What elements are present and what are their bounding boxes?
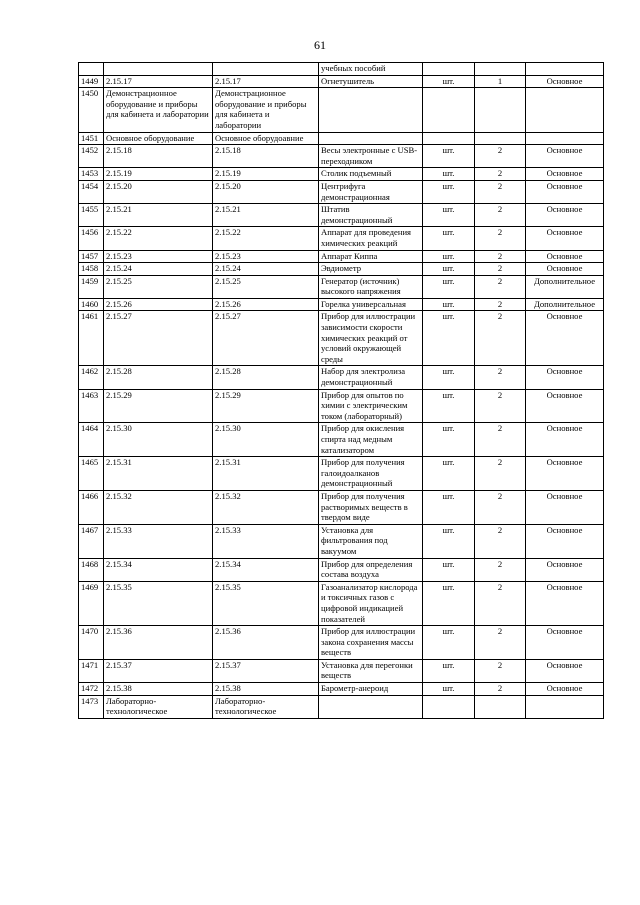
unit-cell: шт. — [423, 659, 475, 682]
code-cell: 2.15.32 — [104, 490, 213, 524]
quantity-cell: 2 — [475, 389, 526, 423]
quantity-cell: 2 — [475, 204, 526, 227]
quantity-cell: 2 — [475, 659, 526, 682]
name-cell: учебных пособий — [319, 63, 423, 76]
table-row — [79, 659, 604, 682]
code-cell: 2.15.34 — [104, 558, 213, 581]
row-number-cell: 1449 — [79, 75, 104, 88]
unit-cell — [423, 88, 475, 132]
code-cell-2: 2.15.22 — [213, 227, 319, 250]
code-cell: 2.15.29 — [104, 389, 213, 423]
type-cell: Дополнительное — [526, 298, 604, 311]
row-number-cell: 1458 — [79, 263, 104, 276]
quantity-cell: 2 — [475, 180, 526, 203]
name-cell — [319, 88, 423, 132]
row-number-cell: 1467 — [79, 524, 104, 558]
type-cell: Основное — [526, 180, 604, 203]
quantity-cell — [475, 695, 526, 718]
code-cell-2: 2.15.32 — [213, 490, 319, 524]
type-cell: Основное — [526, 145, 604, 168]
unit-cell: шт. — [423, 204, 475, 227]
quantity-cell: 2 — [475, 298, 526, 311]
name-cell: Весы электронные с USB-переходником — [319, 145, 423, 168]
quantity-cell: 2 — [475, 457, 526, 491]
code-cell-2: Лабораторно-технологическое — [213, 695, 319, 718]
name-cell: Столик подъемный — [319, 168, 423, 181]
code-cell: 2.15.30 — [104, 423, 213, 457]
table-row — [79, 457, 604, 491]
quantity-cell: 2 — [475, 626, 526, 660]
unit-cell: шт. — [423, 581, 475, 625]
name-cell: Установка для перегонки веществ — [319, 659, 423, 682]
quantity-cell: 2 — [475, 558, 526, 581]
table-row — [79, 263, 604, 276]
code-cell-2: 2.15.19 — [213, 168, 319, 181]
table-row — [79, 626, 604, 660]
name-cell: Центрифуга демонстрационная — [319, 180, 423, 203]
code-cell: 2.15.28 — [104, 366, 213, 389]
quantity-cell — [475, 63, 526, 76]
table-row — [79, 683, 604, 696]
code-cell-2: 2.15.36 — [213, 626, 319, 660]
unit-cell: шт. — [423, 524, 475, 558]
name-cell: Аппарат Киппа — [319, 250, 423, 263]
code-cell-2 — [213, 63, 319, 76]
code-cell: 2.15.23 — [104, 250, 213, 263]
row-number-cell: 1455 — [79, 204, 104, 227]
type-cell: Основное — [526, 204, 604, 227]
quantity-cell: 2 — [475, 263, 526, 276]
table-row — [79, 695, 604, 718]
code-cell-2: 2.15.17 — [213, 75, 319, 88]
code-cell-2: 2.15.24 — [213, 263, 319, 276]
code-cell: 2.15.33 — [104, 524, 213, 558]
quantity-cell: 2 — [475, 250, 526, 263]
quantity-cell — [475, 132, 526, 145]
code-cell-2: 2.15.29 — [213, 389, 319, 423]
code-cell-2: 2.15.20 — [213, 180, 319, 203]
unit-cell: шт. — [423, 683, 475, 696]
page-number: 61 — [314, 38, 326, 52]
type-cell: Основное — [526, 558, 604, 581]
unit-cell: шт. — [423, 558, 475, 581]
name-cell: Прибор для опытов по химии с электрическим током (лабораторный) — [319, 389, 423, 423]
code-cell: 2.15.18 — [104, 145, 213, 168]
type-cell — [526, 132, 604, 145]
unit-cell: шт. — [423, 168, 475, 181]
type-cell — [526, 88, 604, 132]
type-cell: Основное — [526, 311, 604, 366]
code-cell: 2.15.37 — [104, 659, 213, 682]
code-cell: Лабораторно-технологическое — [104, 695, 213, 718]
table-row — [79, 366, 604, 389]
table-row — [79, 88, 604, 132]
row-number-cell: 1466 — [79, 490, 104, 524]
type-cell: Основное — [526, 75, 604, 88]
code-cell-2: Демонстрационное оборудование и приборы для кабинета и лаборатории — [213, 88, 319, 132]
code-cell-2: 2.15.33 — [213, 524, 319, 558]
row-number-cell: 1461 — [79, 311, 104, 366]
table-row — [79, 250, 604, 263]
unit-cell: шт. — [423, 180, 475, 203]
table-row — [79, 227, 604, 250]
table-row — [79, 75, 604, 88]
type-cell: Основное — [526, 457, 604, 491]
table-row — [79, 298, 604, 311]
table-row — [79, 389, 604, 423]
name-cell — [319, 132, 423, 145]
name-cell: Газоанализатор кислорода и токсичных газов с цифровой индикацией показателей — [319, 581, 423, 625]
name-cell: Барометр-анероид — [319, 683, 423, 696]
code-cell-2: 2.15.35 — [213, 581, 319, 625]
quantity-cell: 2 — [475, 490, 526, 524]
type-cell: Основное — [526, 581, 604, 625]
code-cell-2: 2.15.27 — [213, 311, 319, 366]
quantity-cell: 2 — [475, 168, 526, 181]
name-cell: Аппарат для проведения химических реакций — [319, 227, 423, 250]
name-cell: Набор для электролиза демонстрационный — [319, 366, 423, 389]
code-cell: 2.15.22 — [104, 227, 213, 250]
name-cell: Горелка универсальная — [319, 298, 423, 311]
code-cell: Демонстрационное оборудование и приборы для кабинета и лаборатории — [104, 88, 213, 132]
quantity-cell: 2 — [475, 683, 526, 696]
code-cell-2: 2.15.30 — [213, 423, 319, 457]
row-number-cell: 1464 — [79, 423, 104, 457]
table-row — [79, 275, 604, 298]
unit-cell — [423, 695, 475, 718]
type-cell: Основное — [526, 423, 604, 457]
row-number-cell: 1450 — [79, 88, 104, 132]
code-cell: 2.15.17 — [104, 75, 213, 88]
unit-cell: шт. — [423, 389, 475, 423]
row-number-cell: 1460 — [79, 298, 104, 311]
code-cell: 2.15.19 — [104, 168, 213, 181]
code-cell: Основное оборудование — [104, 132, 213, 145]
name-cell: Установка для фильтрования под вакуумом — [319, 524, 423, 558]
name-cell: Прибор для получения галоидоалканов демонстрационный — [319, 457, 423, 491]
code-cell-2: 2.15.37 — [213, 659, 319, 682]
type-cell: Основное — [526, 683, 604, 696]
quantity-cell: 2 — [475, 423, 526, 457]
name-cell: Прибор для определения состава воздуха — [319, 558, 423, 581]
row-number-cell: 1452 — [79, 145, 104, 168]
type-cell: Основное — [526, 168, 604, 181]
name-cell: Прибор для получения растворимых веществ в твердом виде — [319, 490, 423, 524]
code-cell-2: 2.15.38 — [213, 683, 319, 696]
type-cell: Основное — [526, 250, 604, 263]
unit-cell: шт. — [423, 275, 475, 298]
name-cell: Генератор (источник) высокого напряжения — [319, 275, 423, 298]
quantity-cell: 1 — [475, 75, 526, 88]
row-number-cell: 1473 — [79, 695, 104, 718]
code-cell: 2.15.36 — [104, 626, 213, 660]
row-number-cell: 1454 — [79, 180, 104, 203]
unit-cell: шт. — [423, 250, 475, 263]
quantity-cell: 2 — [475, 366, 526, 389]
unit-cell: шт. — [423, 298, 475, 311]
code-cell: 2.15.35 — [104, 581, 213, 625]
code-cell-2: 2.15.23 — [213, 250, 319, 263]
quantity-cell: 2 — [475, 275, 526, 298]
table-row — [79, 204, 604, 227]
table-row — [79, 63, 604, 76]
row-number-cell: 1463 — [79, 389, 104, 423]
equipment-table — [78, 62, 604, 719]
type-cell: Основное — [526, 263, 604, 276]
unit-cell: шт. — [423, 145, 475, 168]
type-cell: Дополнительное — [526, 275, 604, 298]
type-cell: Основное — [526, 227, 604, 250]
table-row — [79, 558, 604, 581]
code-cell-2: 2.15.25 — [213, 275, 319, 298]
type-cell: Основное — [526, 389, 604, 423]
name-cell — [319, 695, 423, 718]
row-number-cell: 1472 — [79, 683, 104, 696]
unit-cell — [423, 63, 475, 76]
unit-cell: шт. — [423, 457, 475, 491]
row-number-cell: 1462 — [79, 366, 104, 389]
table-row — [79, 145, 604, 168]
code-cell: 2.15.25 — [104, 275, 213, 298]
unit-cell: шт. — [423, 626, 475, 660]
table-row — [79, 490, 604, 524]
name-cell: Прибор для окисления спирта над медным катализатором — [319, 423, 423, 457]
unit-cell — [423, 132, 475, 145]
code-cell: 2.15.31 — [104, 457, 213, 491]
unit-cell: шт. — [423, 75, 475, 88]
type-cell — [526, 63, 604, 76]
unit-cell: шт. — [423, 423, 475, 457]
code-cell-2: 2.15.31 — [213, 457, 319, 491]
name-cell: Огнетушитель — [319, 75, 423, 88]
row-number-cell: 1451 — [79, 132, 104, 145]
quantity-cell: 2 — [475, 227, 526, 250]
code-cell-2: Основное оборудоавние — [213, 132, 319, 145]
unit-cell: шт. — [423, 490, 475, 524]
row-number-cell: 1465 — [79, 457, 104, 491]
row-number-cell: 1457 — [79, 250, 104, 263]
row-number-cell: 1456 — [79, 227, 104, 250]
type-cell — [526, 695, 604, 718]
type-cell: Основное — [526, 366, 604, 389]
code-cell: 2.15.21 — [104, 204, 213, 227]
code-cell-2: 2.15.18 — [213, 145, 319, 168]
row-number-cell — [79, 63, 104, 76]
name-cell: Прибор для иллюстрации закона сохранения массы веществ — [319, 626, 423, 660]
row-number-cell: 1453 — [79, 168, 104, 181]
row-number-cell: 1470 — [79, 626, 104, 660]
unit-cell: шт. — [423, 366, 475, 389]
code-cell: 2.15.20 — [104, 180, 213, 203]
code-cell — [104, 63, 213, 76]
name-cell: Прибор для иллюстрации зависимости скорости химических реакций от условий окружающей среды — [319, 311, 423, 366]
code-cell-2: 2.15.28 — [213, 366, 319, 389]
quantity-cell: 2 — [475, 145, 526, 168]
name-cell: Штатив демонстрационный — [319, 204, 423, 227]
unit-cell: шт. — [423, 227, 475, 250]
quantity-cell: 2 — [475, 311, 526, 366]
code-cell-2: 2.15.34 — [213, 558, 319, 581]
quantity-cell: 2 — [475, 581, 526, 625]
row-number-cell: 1468 — [79, 558, 104, 581]
code-cell: 2.15.24 — [104, 263, 213, 276]
unit-cell: шт. — [423, 311, 475, 366]
quantity-cell — [475, 88, 526, 132]
code-cell-2: 2.15.21 — [213, 204, 319, 227]
table-row — [79, 524, 604, 558]
code-cell: 2.15.26 — [104, 298, 213, 311]
table-row — [79, 168, 604, 181]
table-row — [79, 581, 604, 625]
row-number-cell: 1459 — [79, 275, 104, 298]
table-row — [79, 132, 604, 145]
unit-cell: шт. — [423, 263, 475, 276]
code-cell: 2.15.38 — [104, 683, 213, 696]
code-cell: 2.15.27 — [104, 311, 213, 366]
type-cell: Основное — [526, 659, 604, 682]
type-cell: Основное — [526, 490, 604, 524]
type-cell: Основное — [526, 524, 604, 558]
table-row — [79, 423, 604, 457]
row-number-cell: 1469 — [79, 581, 104, 625]
row-number-cell: 1471 — [79, 659, 104, 682]
quantity-cell: 2 — [475, 524, 526, 558]
table-row — [79, 180, 604, 203]
name-cell: Эвдиометр — [319, 263, 423, 276]
code-cell-2: 2.15.26 — [213, 298, 319, 311]
table-body — [79, 63, 604, 719]
table-row — [79, 311, 604, 366]
type-cell: Основное — [526, 626, 604, 660]
